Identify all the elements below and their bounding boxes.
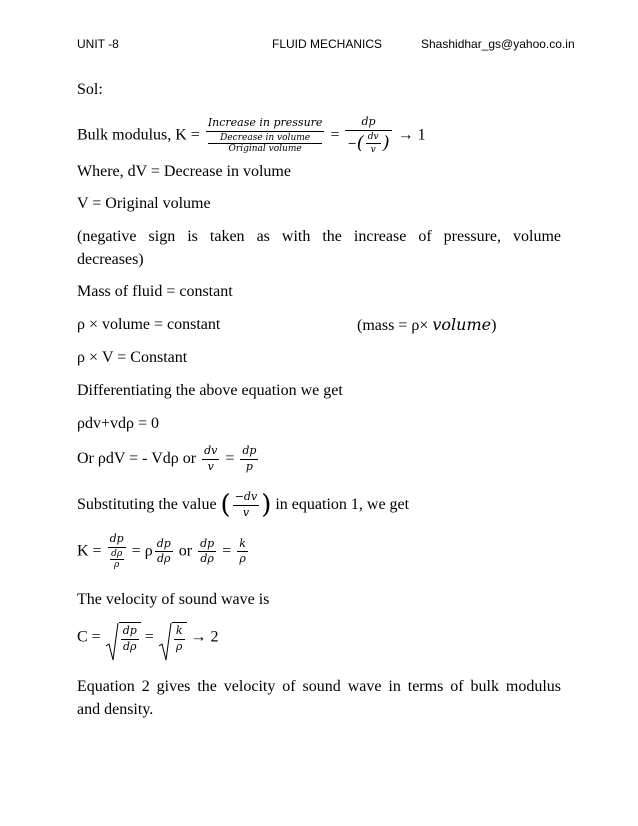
subst-suffix: in equation 1, we get <box>275 496 410 514</box>
sol-label: Sol: <box>77 81 103 98</box>
k-mid: = ρ <box>131 542 153 560</box>
ref-arrow-1: → 1 <box>397 126 426 144</box>
bulk-frac-num: Increase in pressure <box>206 117 325 132</box>
mass-constant-line: Mass of fluid = constant <box>77 283 233 300</box>
c-prefix: C = <box>77 628 101 646</box>
dp-num: dp <box>345 116 391 131</box>
c-f2-num: k <box>174 625 185 640</box>
v-text: v <box>370 144 376 155</box>
k-f1-num: dp <box>108 533 126 548</box>
subst-frac-den: v <box>242 505 250 519</box>
k-f2-num: dp <box>155 538 173 553</box>
equals-sign: = <box>330 126 340 144</box>
dv-v-fraction <box>366 132 381 156</box>
k-f2-den: dρ <box>156 552 171 566</box>
rhodv-line: ρdv+vdρ = 0 <box>77 415 160 432</box>
subst-prefix: Substituting the value <box>77 496 217 514</box>
k-or: or <box>178 542 193 560</box>
final-line-2: and density. <box>77 701 154 718</box>
header-unit: UNIT -8 <box>77 37 119 51</box>
final-line-1: Equation 2 gives the velocity of sound wave in terms of bulk modulus <box>77 678 561 695</box>
or-frac2-num: dp <box>240 445 258 460</box>
differentiating-line: Differentiating the above equation we get <box>77 382 343 399</box>
mass-note <box>357 317 496 334</box>
k-fraction-1 <box>108 533 126 570</box>
rho-v-constant-line: ρ × V = Constant <box>77 349 188 366</box>
k-f1-den <box>108 548 126 571</box>
or-frac1-den: v <box>207 459 214 473</box>
k-prefix: K = <box>77 542 102 560</box>
or-rho-dv-equation <box>77 445 260 473</box>
k-f4-den: ρ <box>239 552 246 566</box>
k-f1-den-den: ρ <box>113 559 120 570</box>
c-fraction-1 <box>121 625 139 653</box>
velocity-intro-line: The velocity of sound wave is <box>77 591 270 608</box>
ref-arrow-2: → 2 <box>190 628 219 646</box>
sqrt-dp-drho <box>105 622 141 653</box>
minus-sign: − <box>347 136 357 150</box>
or-frac1-num: dv <box>202 445 219 460</box>
k-f4-num: k <box>237 538 248 553</box>
subst-frac-num: −dv <box>233 491 259 506</box>
k-f1-den-num: dρ <box>111 548 123 559</box>
k-f3-den: dρ <box>200 552 214 566</box>
original-volume-line: V = Original volume <box>77 195 211 212</box>
k-fraction-4 <box>237 538 248 566</box>
c-f1-den: dρ <box>122 639 137 653</box>
substituting-equation: Substituting the value ( $\frac{-dv}{v}$ ) in equation 1, we get <box>77 490 410 521</box>
k-f3-num: dp <box>198 538 216 553</box>
neg-dv-over-v-fraction <box>233 491 259 519</box>
c-equation <box>77 622 219 653</box>
equals-sign: = <box>144 628 154 646</box>
bulk-fraction <box>206 117 325 154</box>
equals-sign: = <box>222 542 232 560</box>
negative-note-line-1: (negative sign is taken as with the increase of pressure, volume <box>77 228 561 245</box>
mass-note-prefix: (mass = ρ× <box>357 317 429 334</box>
k-fraction-3 <box>198 538 216 566</box>
header-email: Shashidhar_gs@yahoo.co.in <box>421 37 575 51</box>
header-subject: FLUID MECHANICS <box>272 37 383 51</box>
c-f1-num: dp <box>121 625 139 640</box>
or-prefix: Or ρdV = - Vdρ or <box>77 450 197 468</box>
bulk-prefix: Bulk modulus, K = <box>77 126 200 144</box>
bulk-frac-den <box>206 132 325 155</box>
k-fraction-2 <box>155 538 173 566</box>
rho-volume-line: ρ × volume = constant <box>77 316 221 333</box>
mass-note-var: volume <box>432 315 492 334</box>
bulk-frac-den-den: Original volume <box>228 143 302 154</box>
where-line: Where, dV = Decrease in volume <box>77 163 291 180</box>
negative-note-line-2: decreases) <box>77 251 144 268</box>
k-equation <box>77 533 250 570</box>
c-fraction-2 <box>174 625 185 653</box>
c-f2-den: ρ <box>175 639 183 653</box>
dp-over-p-fraction <box>240 445 258 473</box>
or-frac2-den: p <box>245 459 253 473</box>
dv-text: dv <box>366 132 381 144</box>
dp-over-dv-fraction <box>345 116 391 155</box>
dv-den: −( $\frac{dv}{v}$ ) <box>347 131 390 155</box>
sqrt-k-rho <box>158 622 187 653</box>
bulk-modulus-equation <box>77 116 426 155</box>
dv-over-v-fraction <box>202 445 219 473</box>
equals-sign: = <box>225 450 235 468</box>
mass-note-suffix: ) <box>491 317 497 334</box>
bulk-frac-den-num: Decrease in volume <box>208 133 323 144</box>
